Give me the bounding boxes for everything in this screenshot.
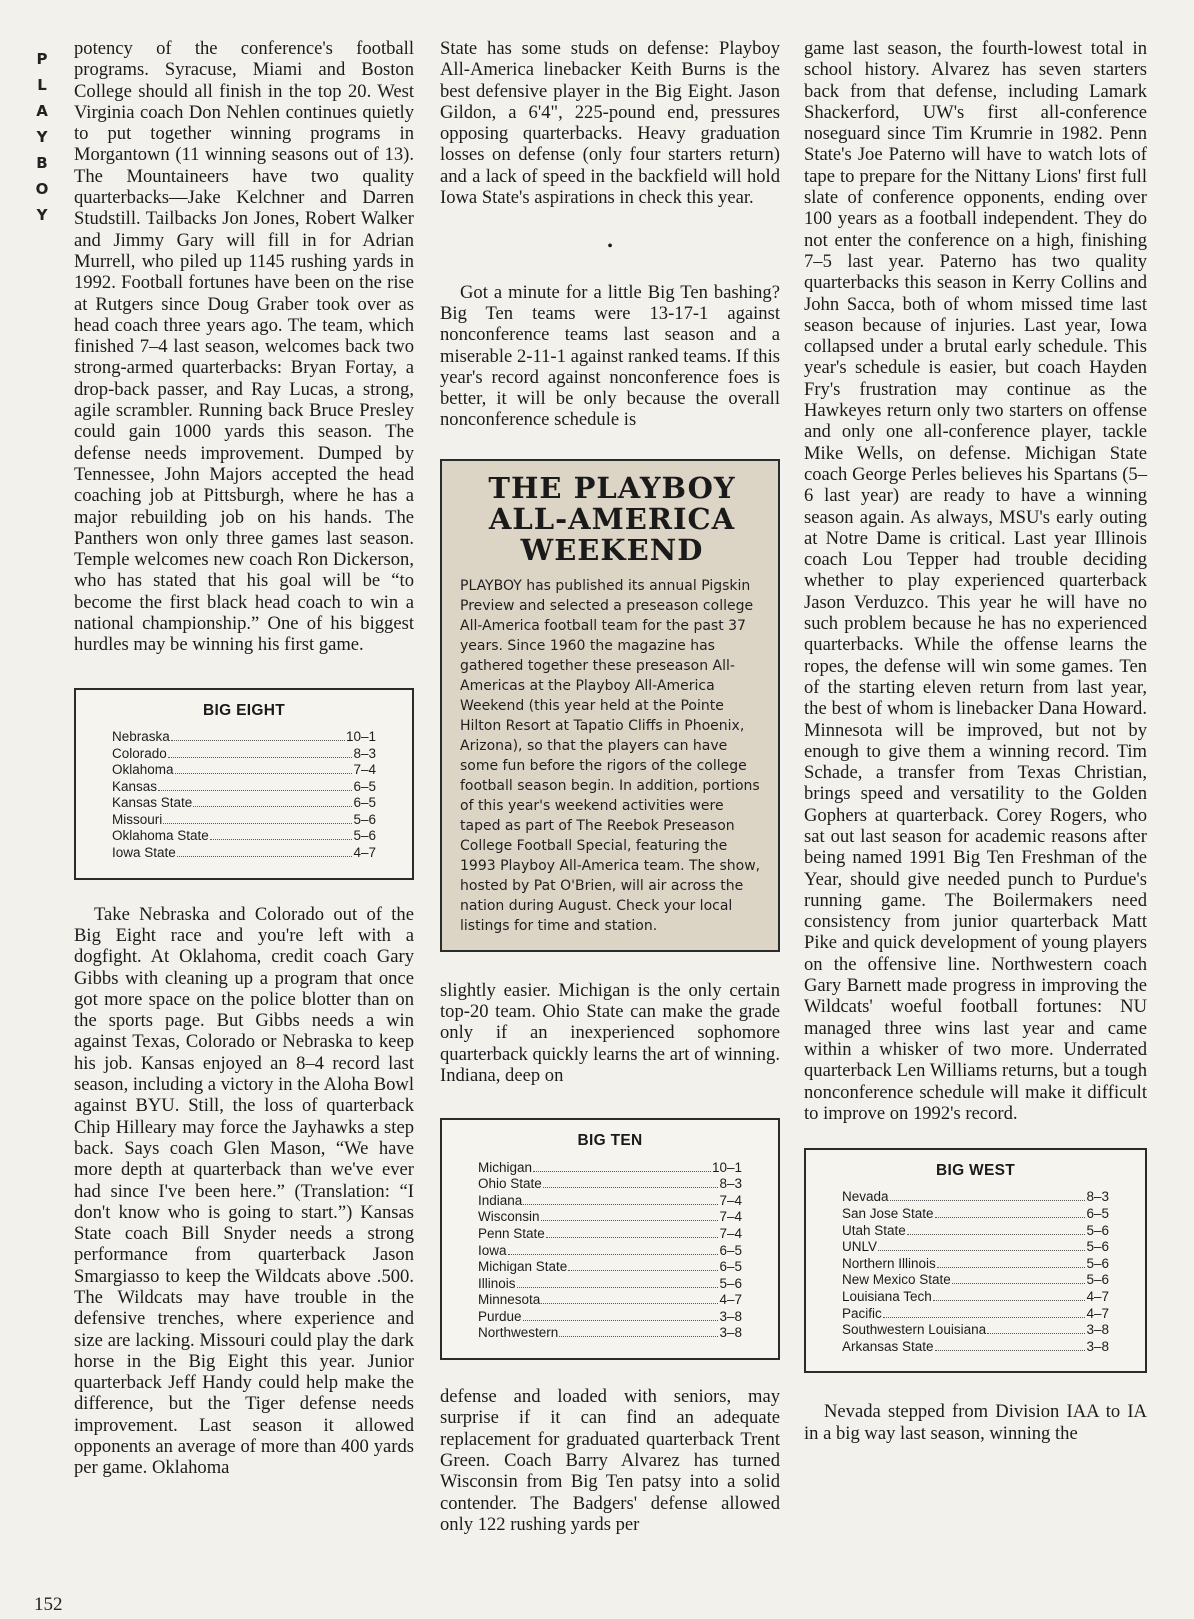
text-column-2 xyxy=(440,38,780,1535)
team-name: Southwestern Louisiana xyxy=(842,1322,987,1338)
body-paragraph: game last season, the fourth-lowest total in school history. Alvarez has seven starters back from that defense, including Lamark Shackerford, UW's first all-conference noseguard since Tim Krumrie in 1982. Penn State's Joe Paterno will have to watch lots of tape to prepare for the Nittany Lions' first full slate of conference opponents, ending over 100 years as a football independent. They do not enter the conference on a high, finishing 7–5 last year. Paterno has two quality quarterbacks this season in Kerry Collins and John Sacca, both of whom missed time last season because of injuries. Last year, Iowa collapsed under a brutal early schedule. This year's schedule is easier, but coach Hayden Fry's frustration may continue as the Hawkeyes return only two starters on offense and only one all-conference player, tackle Mike Wells, on defense. Michigan State coach George Perles believes his Spartans (5–6 last year) are ready to have a winning season again. As always, MSU's early outing at Notre Dame is critical. Last year Illinois coach Lou Tepper had trouble deciding whether to play experienced quarterback Jason Verduzco. This year he will have no such problem because he has no experienced quarterbacks. While the offense learns the ropes, the defense will win some games. Ten of the starting eleven return from last year, the best of whom is linebacker Dana Howard. Minnesota will be improved, but not by enough to give them a winning record. Tim Schade, a transfer from Texas Christian, brings speed and versatility to the Golden Gophers at quarterback. Corey Rogers, who sat out last season for academic reasons after being named 1991 Big Ten Freshman of the Year, should give needed punch to Purdue's running game. The Boilermakers need consistency from junior quarterback Matt Pike and quick development of young players on the offensive line. Northwestern coach Gary Barnett made progress in improving the Wildcats' woeful football fortunes: NU managed three wins last year and came within a whisker of two more. Underrated quarterback Len Williams returns, but a tough nonconference schedule will make it difficult to improve on 1992's record. xyxy=(804,38,1147,1124)
team-name: Iowa xyxy=(478,1242,507,1258)
standings-row xyxy=(478,1276,742,1293)
standings-row xyxy=(112,779,376,796)
running-head-letter: A xyxy=(36,102,48,120)
dot-leader xyxy=(559,1336,718,1337)
standings-row xyxy=(112,762,376,779)
dot-leader xyxy=(933,1300,1086,1301)
body-paragraph: defense and loaded with seniors, may surprise if it can find an adequate replacement for graduated quarterback Trent Green. Coach Barry Alvarez has turned Wisconsin from Big Ten patsy into a solid contender. The Badgers' defense allowed only 122 rushing yards per xyxy=(440,1386,780,1535)
team-record: 3–8 xyxy=(1086,1338,1109,1354)
dot-leader xyxy=(935,1350,1086,1351)
dot-leader xyxy=(177,856,353,857)
dot-leader xyxy=(523,1204,718,1205)
team-name: UNLV xyxy=(842,1239,878,1255)
standings-row xyxy=(842,1189,1109,1206)
team-record: 7–4 xyxy=(719,1225,742,1241)
all-america-weekend-sidebar xyxy=(440,459,780,952)
team-name: Oklahoma State xyxy=(112,828,209,844)
standings-row xyxy=(478,1259,742,1276)
team-record: 10–1 xyxy=(711,1159,742,1175)
dot-leader xyxy=(541,1303,718,1304)
standings-row xyxy=(112,828,376,845)
standings-row xyxy=(478,1325,742,1342)
standings-rows xyxy=(112,729,376,862)
dot-leader xyxy=(158,790,352,791)
standings-row xyxy=(478,1292,742,1309)
text-column-1 xyxy=(74,38,414,1479)
sidebar-title: THE PLAYBOY ALL-AMERICA WEEKEND xyxy=(488,470,736,567)
standings-title: BIG TEN xyxy=(577,1132,643,1150)
body-paragraph: Take Nebraska and Colorado out of the Big Eight race and you're left with a dogfight. At Oklahoma, credit coach Gary Gibbs with cleaning up a program that once got more space on the police blotter than on the sports page. But Gibbs needs a win against Texas, Colorado or Nebraska to keep his job. Kansas enjoyed an 8–4 record last season, including a victory in the Aloha Bowl against BYU. Still, the loss of quarterback Chip Hilleary may force the Jayhawks a step back. Says coach Glen Mason, “We have more depth at quarterback than we've ever had since I've been here.” (Translation: “I don't know who is going to start.”) Kansas State coach Bill Snyder needs a strong performance from quarterback Jason Smargiasso to keep the Wildcats above .500. The Wildcats may have trouble in the defensive trenches, where experience and size are lacking. Missouri could play the dark horse in the Big Eight this year. Junior quarterback Jeff Handy could help make the difference, but the Tiger defense needs improvement. Last season it allowed opponents an average of more than 400 yards per game. Oklahoma xyxy=(74,903,414,1479)
standings-row xyxy=(112,746,376,763)
running-head-letter: Y xyxy=(36,128,48,146)
dot-leader xyxy=(163,823,352,824)
team-name: New Mexico State xyxy=(842,1272,951,1288)
team-name: Louisiana Tech xyxy=(842,1289,932,1304)
team-name: Michigan State xyxy=(478,1259,568,1275)
dot-leader xyxy=(193,806,352,807)
team-name: Arkansas State xyxy=(842,1338,934,1354)
team-name: Utah State xyxy=(842,1222,906,1238)
team-name: Colorado xyxy=(112,745,167,761)
team-record: 6–5 xyxy=(1086,1206,1109,1222)
dot-leader xyxy=(543,1187,719,1188)
team-record: 4–7 xyxy=(353,845,376,861)
dot-leader xyxy=(171,740,345,741)
standings-row xyxy=(842,1322,1109,1339)
dot-leader xyxy=(907,1234,1086,1235)
dot-leader xyxy=(168,757,353,758)
team-record: 7–4 xyxy=(353,762,376,778)
team-name: Wisconsin xyxy=(478,1209,540,1225)
running-head-letter: O xyxy=(35,180,49,198)
standings-row xyxy=(842,1206,1109,1223)
dot-leader xyxy=(210,839,353,840)
team-name: Nevada xyxy=(842,1189,889,1205)
team-record: 6–5 xyxy=(353,778,376,794)
team-name: Northwestern xyxy=(478,1325,559,1341)
standings-row xyxy=(842,1272,1109,1289)
dot-leader xyxy=(517,1287,719,1288)
running-head-letter: B xyxy=(36,154,48,172)
body-paragraph: Nevada stepped from Division IAA to IA in a big way last season, winning the xyxy=(804,1401,1147,1444)
standings-rows xyxy=(842,1189,1109,1355)
team-name: San Jose State xyxy=(842,1206,934,1222)
dot-leader xyxy=(937,1267,1086,1268)
running-head-letter: P xyxy=(36,50,48,68)
team-record: 5–6 xyxy=(353,811,376,827)
running-head-letter: L xyxy=(37,76,47,94)
team-record: 3–8 xyxy=(719,1325,742,1341)
dot-leader xyxy=(541,1220,719,1221)
big-eight-standings xyxy=(74,688,414,880)
text-column-3 xyxy=(804,38,1147,1444)
body-paragraph: slightly easier. Michigan is the only certain top-20 team. Ohio State can make the grade only if an inexperienced sophomore quarterback quickly learns the art of winning. Indiana, deep on xyxy=(440,979,780,1086)
team-record: 4–7 xyxy=(1086,1289,1109,1304)
team-record: 5–6 xyxy=(353,828,376,844)
team-name: Northern Illinois xyxy=(842,1255,936,1271)
standings-row xyxy=(112,795,376,812)
team-record: 6–5 xyxy=(719,1242,742,1258)
standings-row xyxy=(112,845,376,862)
team-record: 8–3 xyxy=(1086,1189,1109,1205)
dot-leader xyxy=(890,1200,1086,1201)
body-paragraph: Got a minute for a little Big Ten bashing? Big Ten teams were 13-17-1 against nonconference teams last season and a miserable 2-11-1 against ranked teams. If this year's record against nonconference foes is better, it will be only because the overall nonconference schedule is xyxy=(440,281,780,431)
standings-row xyxy=(112,729,376,746)
running-head-letter: Y xyxy=(36,206,48,224)
standings-row xyxy=(478,1160,742,1177)
standings-row xyxy=(842,1256,1109,1273)
big-ten-standings xyxy=(440,1118,780,1360)
standings-row xyxy=(478,1176,742,1193)
standings-row xyxy=(842,1339,1109,1356)
team-record: 8–3 xyxy=(353,745,376,761)
team-record: 4–7 xyxy=(1086,1305,1109,1321)
team-name: Oklahoma xyxy=(112,762,174,778)
dot-leader xyxy=(883,1317,1086,1318)
standings-row xyxy=(842,1306,1109,1323)
big-west-standings xyxy=(804,1148,1147,1373)
dot-leader xyxy=(878,1250,1085,1251)
dot-leader xyxy=(175,773,353,774)
standings-row xyxy=(478,1193,742,1210)
dot-leader xyxy=(935,1217,1086,1218)
standings-row xyxy=(842,1239,1109,1256)
team-name: Iowa State xyxy=(112,845,176,861)
team-record: 4–7 xyxy=(719,1292,742,1308)
team-name: Penn State xyxy=(478,1225,545,1241)
team-record: 5–6 xyxy=(1086,1255,1109,1271)
team-record: 5–6 xyxy=(1086,1222,1109,1238)
team-name: Kansas xyxy=(112,778,158,794)
standings-rows xyxy=(478,1160,742,1343)
standings-row xyxy=(478,1243,742,1260)
standings-title: BIG WEST xyxy=(935,1162,1016,1180)
team-record: 5–6 xyxy=(1086,1272,1109,1288)
team-record: 7–4 xyxy=(719,1209,742,1225)
dot-leader xyxy=(523,1320,719,1321)
standings-title: BIG EIGHT xyxy=(203,701,285,719)
standings-row xyxy=(478,1226,742,1243)
team-record: 10–1 xyxy=(345,728,376,744)
body-paragraph: potency of the conference's football programs. Syracuse, Miami and Boston College should all finish in the top 20. West Virginia coach Don Nehlen continues quietly to put together winning programs in Morgantown (11 winning seasons out of 13). The Mountaineers have two quality quarterbacks—Jake Kelchner and Darren Studstill. Tailbacks Jon Jones, Robert Walker and Jimmy Gary will fill in for Adrian Murrell, who piled up 1145 rushing yards in 1992. Football fortunes have been on the rise at Rutgers since Doug Graber took over as head coach three years ago. The team, which finished 7–4 last season, welcomes back two strong-armed quarterbacks: Bryan Fortay, a drop-back passer, and Ray Lucas, a strong, agile scrambler. Running back Bruce Presley could gain 1000 yards this season. The defense needs improvement. Dumped by Tennessee, John Majors accepted the head coaching job at Pittsburgh, where he has a major rebuilding job on his hands. The Panthers won only three games last season. Temple welcomes new coach Ron Dickerson, who has stated that his goal will be “to become the first black head coach to win a national championship.” One of his biggest hurdles may be winning his first game. xyxy=(74,38,414,656)
page-number: 152 xyxy=(34,1594,63,1615)
team-name: Ohio State xyxy=(478,1176,542,1192)
team-name: Purdue xyxy=(478,1308,522,1324)
dot-leader xyxy=(546,1237,719,1238)
dot-leader xyxy=(952,1283,1086,1284)
team-name: Pacific xyxy=(842,1305,882,1321)
team-record: 3–8 xyxy=(719,1308,742,1324)
team-record: 5–6 xyxy=(719,1275,742,1291)
team-name: Kansas State xyxy=(112,795,193,811)
team-name: Michigan xyxy=(478,1159,533,1175)
team-record: 8–3 xyxy=(719,1176,742,1192)
standings-row xyxy=(478,1309,742,1326)
team-name: Missouri xyxy=(112,811,163,827)
body-paragraph: State has some studs on defense: Playboy All-America linebacker Keith Burns is the best defensive player in the Big Eight. Jason Gildon, a 6'4", 225-pound end, pressures opposing quarterbacks. Heavy graduation losses on defense (only four starters return) and a lack of speed in the backfield will hold Iowa State's aspirations in check this year. xyxy=(440,38,780,209)
dot-leader xyxy=(987,1333,1085,1334)
team-name: Minnesota xyxy=(478,1292,541,1308)
team-name: Illinois xyxy=(478,1275,516,1291)
standings-row xyxy=(842,1223,1109,1240)
team-record: 3–8 xyxy=(1086,1322,1109,1338)
team-record: 6–5 xyxy=(719,1259,742,1275)
standings-row xyxy=(112,812,376,829)
team-record: 7–4 xyxy=(719,1192,742,1208)
section-bullet: • xyxy=(607,238,613,256)
dot-leader xyxy=(533,1171,711,1172)
standings-row xyxy=(842,1289,1109,1306)
standings-row xyxy=(478,1209,742,1226)
dot-leader xyxy=(568,1270,718,1271)
magazine-running-head xyxy=(28,46,56,228)
team-name: Nebraska xyxy=(112,728,170,744)
dot-leader xyxy=(508,1254,719,1255)
team-name: Indiana xyxy=(478,1192,523,1208)
team-record: 5–6 xyxy=(1086,1239,1109,1255)
team-record: 6–5 xyxy=(353,795,376,811)
sidebar-body: PLAYBOY has published its annual Pigskin Preview and selected a preseason college All-America football team for the past 37 years. Since 1960 the magazine has gathered together these preseason All-Americas at the Playboy All-America Weekend (this year held at the Pointe Hilton Resort at Tapatio Cliffs in Phoenix, Arizona), so that the players can have some fun before the rigors of the college football season begin. In addition, portions of this year's weekend activities were taped as part of The Reebok Preseason College Football Special, featuring the 1993 Playboy All-America team. The show, hosted by Pat O'Brien, will air across the nation during August. Check your local listings for time and station. xyxy=(460,577,761,934)
